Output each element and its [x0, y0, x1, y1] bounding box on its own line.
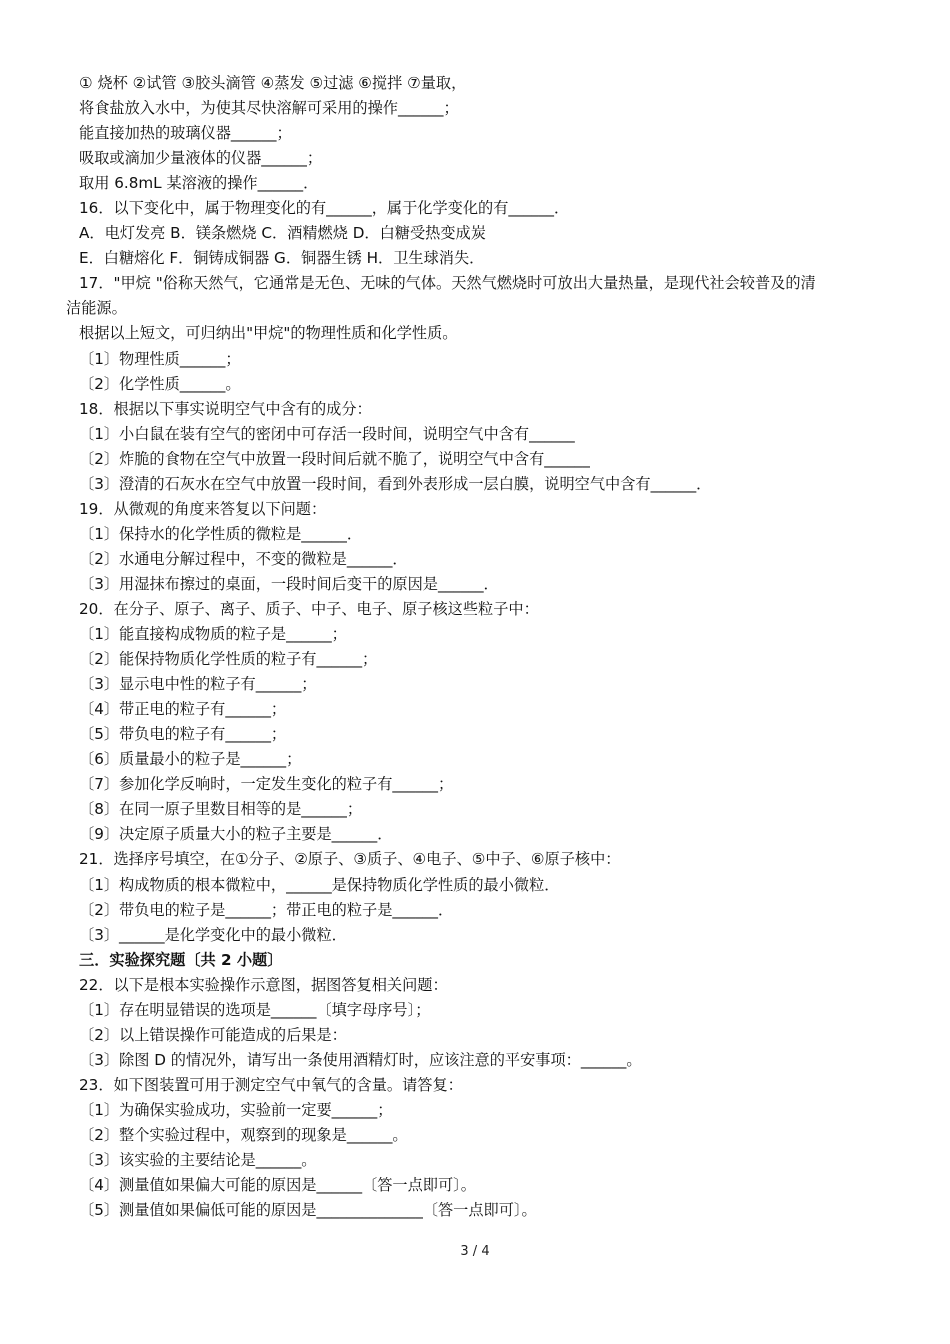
text-line: 〔1〕小白鼠在装有空气的密闭中可存活一段时间，说明空气中含有______ — [79, 424, 575, 443]
text-line: 〔3〕显示电中性的粒子有______； — [79, 675, 317, 694]
text-line: 〔3〕澄清的石灰水在空气中放置一段时间，看到外表形成一层白膜，说明空气中含有______． — [79, 474, 712, 493]
text-line: 〔1〕构成物质的根本微粒中，______是保持物质化学性质的最小微粒． — [79, 875, 560, 894]
document-body — [0, 71, 950, 1223]
text-line: 〔5〕带负电的粒子有______； — [79, 725, 287, 744]
question-16: 16．以下变化中，属于物理变化的有______，属于化学变化的有______． — [79, 199, 570, 218]
text-line: 〔2〕整个实验过程中，观察到的现象是______。 — [79, 1125, 408, 1144]
text-line: 能直接加热的玻璃仪器______； — [79, 124, 292, 143]
text-line: 〔2〕能保持物质化学性质的粒子有______； — [79, 650, 378, 669]
text-line: 〔3〕除图 D 的情况外，请写出一条使用酒精灯时，应该注意的平安事项：______。 — [79, 1050, 642, 1069]
text-line: 取用 6.8mL 某溶液的操作______． — [79, 174, 319, 193]
text-line: 〔8〕在同一原子里数目相等的是______； — [79, 800, 363, 819]
text-line: 〔2〕炸脆的食物在空气中放置一段时间后就不脆了，说明空气中含有______ — [79, 449, 590, 468]
text-line: 〔5〕测量值如果偏低可能的原因是______________〔答一点即可〕。 — [79, 1201, 537, 1220]
question-22: 22．以下是根本实验操作示意图，据图答复相关问题： — [79, 975, 448, 994]
text-line: 〔6〕质量最小的粒子是______； — [79, 750, 302, 769]
page-number: 3 / 4 — [460, 1244, 490, 1259]
text-line: 〔2〕以上错误操作可能造成的后果是： — [79, 1025, 347, 1044]
text-line: 〔1〕物理性质______； — [79, 349, 241, 368]
text-line: 〔2〕水通电分解过程中，不变的微粒是______． — [79, 549, 408, 568]
text-line: 〔4〕带正电的粒子有______； — [79, 700, 287, 719]
text-line: 〔2〕化学性质______。 — [79, 374, 241, 393]
text-line: 根据以上短文，可归纳出"甲烷"的物理性质和化学性质。 — [79, 324, 458, 343]
text-line: 〔1〕存在明显错误的选项是______〔填字母序号〕； — [79, 1000, 431, 1019]
text-line: 〔3〕______是化学变化中的最小微粒． — [79, 925, 347, 944]
question-20: 20．在分子、原子、离子、质子、中子、电子、原子核这些粒子中： — [79, 599, 539, 618]
text-line: E．白糖熔化 F．铜铸成铜器 G．铜器生锈 H．卫生球消失． — [79, 249, 485, 268]
text-line: 〔4〕测量值如果偏大可能的原因是______〔答一点即可〕。 — [79, 1176, 476, 1195]
text-line: 〔9〕决定原子质量大小的粒子主要是______． — [79, 825, 393, 844]
text-line: 将食盐放入水中，为使其尽快溶解可采用的操作______； — [79, 99, 459, 118]
question-18: 18．根据以下事实说明空气中含有的成分： — [79, 399, 372, 418]
section-heading: 三．实验探究题〔共 2 小题〕 — [79, 950, 283, 969]
question-19: 19．从微观的角度来答复以下问题： — [79, 499, 327, 518]
text-line: 〔1〕为确保实验成功，实验前一定要______； — [79, 1100, 393, 1119]
text-line: 〔7〕参加化学反响时，一定发生变化的粒子有______； — [79, 775, 454, 794]
text-line: 吸取或滴加少量液体的仪器______； — [79, 149, 322, 168]
question-17 — [0, 271, 950, 321]
question-17-line-1: 17．"甲烷 "俗称天然气，它通常是无色、无味的气体。天然气燃烧时可放出大量热量，是现代社会较普及的清 — [79, 274, 816, 293]
text-line: 〔1〕能直接构成物质的粒子是______； — [79, 625, 347, 644]
text-line: ① 烧杯 ②试管 ③胶头滴管 ④蒸发 ⑤过滤 ⑥搅拌 ⑦量取， — [79, 74, 467, 92]
text-line: 〔3〕该实验的主要结论是______。 — [79, 1151, 317, 1170]
text-line: A．电灯发亮 B．镁条燃烧 C．酒精燃烧 D．白糖受热变成炭 — [79, 224, 486, 243]
text-line: 〔3〕用湿抹布擦过的桌面，一段时间后变干的原因是______． — [79, 574, 499, 593]
text-line: 〔1〕保持水的化学性质的微粒是______． — [79, 524, 363, 543]
question-17-line-2: 洁能源。 — [66, 299, 127, 318]
text-line: 〔2〕带负电的粒子是______；带正电的粒子是______． — [79, 900, 454, 919]
question-23: 23．如下图装置可用于测定空气中氧气的含量。请答复： — [79, 1075, 463, 1094]
question-21: 21．选择序号填空，在①分子、②原子、③质子、④电子、⑤中子、⑥原子核中： — [79, 850, 621, 869]
